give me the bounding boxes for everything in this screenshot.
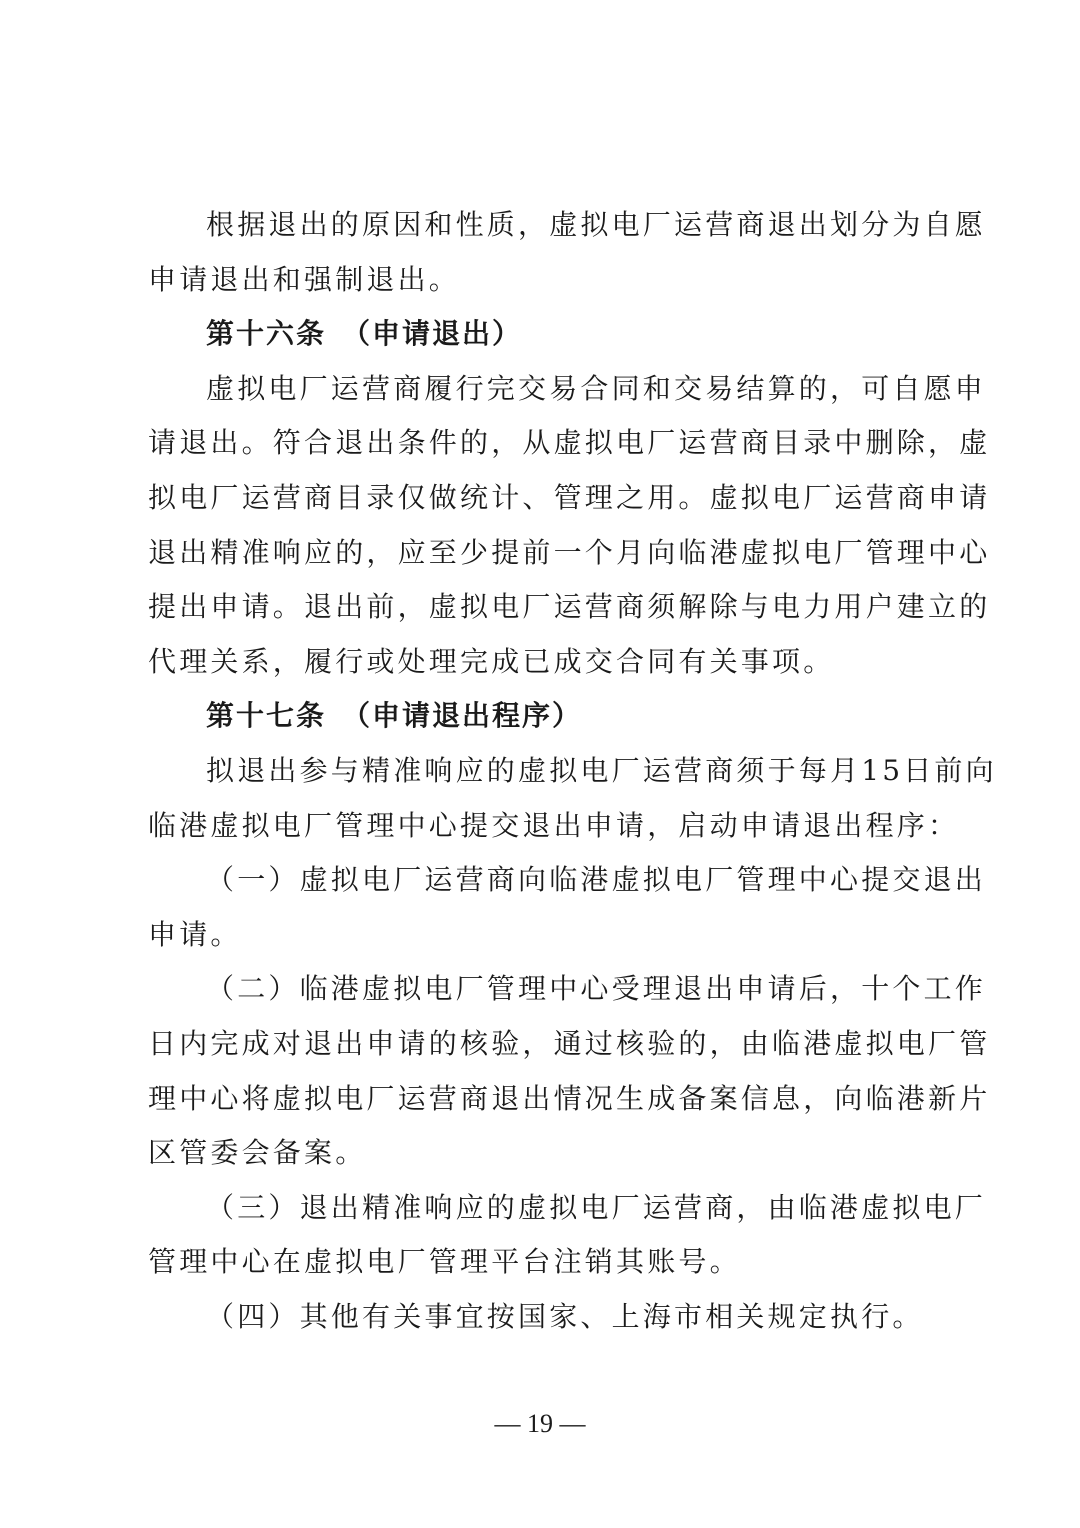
list-item-line: 申请。 xyxy=(148,917,242,951)
list-item-line: 理中心将虚拟电厂运营商退出情况生成备案信息，向临港新片 xyxy=(148,1081,991,1115)
paragraph-line: 虚拟电厂运营商履行完交易合同和交易结算的，可自愿申 xyxy=(206,371,987,405)
list-item-line: （二）临港虚拟电厂管理中心受理退出申请后，十个工作 xyxy=(206,972,987,1006)
article-title: 第十六条 xyxy=(206,317,327,351)
paragraph-line: 拟退出参与精准响应的虚拟电厂运营商须于每月15日前向 xyxy=(206,753,997,787)
paragraph-line: 退出精准响应的，应至少提前一个月向临港虚拟电厂管理中心 xyxy=(148,535,991,569)
list-item-line: （四）其他有关事宜按国家、上海市相关规定执行。 xyxy=(206,1299,924,1333)
paragraph-line: 请退出。符合退出条件的，从虚拟电厂运营商目录中删除，虚 xyxy=(148,426,991,460)
list-item-line: 管理中心在虚拟电厂管理平台注销其账号。 xyxy=(148,1245,741,1279)
document-body xyxy=(148,198,997,1344)
paragraph-line: 临港虚拟电厂管理中心提交退出申请，启动申请退出程序： xyxy=(148,808,960,842)
article-heading-16 xyxy=(148,307,936,362)
paragraph-line: 提出申请。退出前，虚拟电厂运营商须解除与电力用户建立的 xyxy=(148,590,991,624)
paragraph-line: 申请退出和强制退出。 xyxy=(148,262,461,296)
list-item-line: （一）虚拟电厂运营商向临港虚拟电厂管理中心提交退出 xyxy=(206,863,987,897)
list-item-line: （三）退出精准响应的虚拟电厂运营商，由临港虚拟电厂 xyxy=(206,1190,987,1224)
article-title: 第十七条 xyxy=(206,699,327,733)
paragraph-line: 根据退出的原因和性质，虚拟电厂运营商退出划分为自愿 xyxy=(206,208,987,241)
article-name: （申请退出） xyxy=(342,317,523,351)
list-item-line: 区管委会备案。 xyxy=(148,1136,367,1170)
article-heading-17 xyxy=(148,689,936,744)
article-name: （申请退出程序） xyxy=(342,699,583,733)
page-number: — 19 — xyxy=(494,1409,586,1438)
paragraph-line: 代理关系，履行或处理完成已成交合同有关事项。 xyxy=(148,644,835,678)
list-item-line: 日内完成对退出申请的核验，通过核验的，由临港虚拟电厂管 xyxy=(148,1026,991,1060)
paragraph-line: 拟电厂运营商目录仅做统计、管理之用。虚拟电厂运营商申请 xyxy=(148,480,991,514)
